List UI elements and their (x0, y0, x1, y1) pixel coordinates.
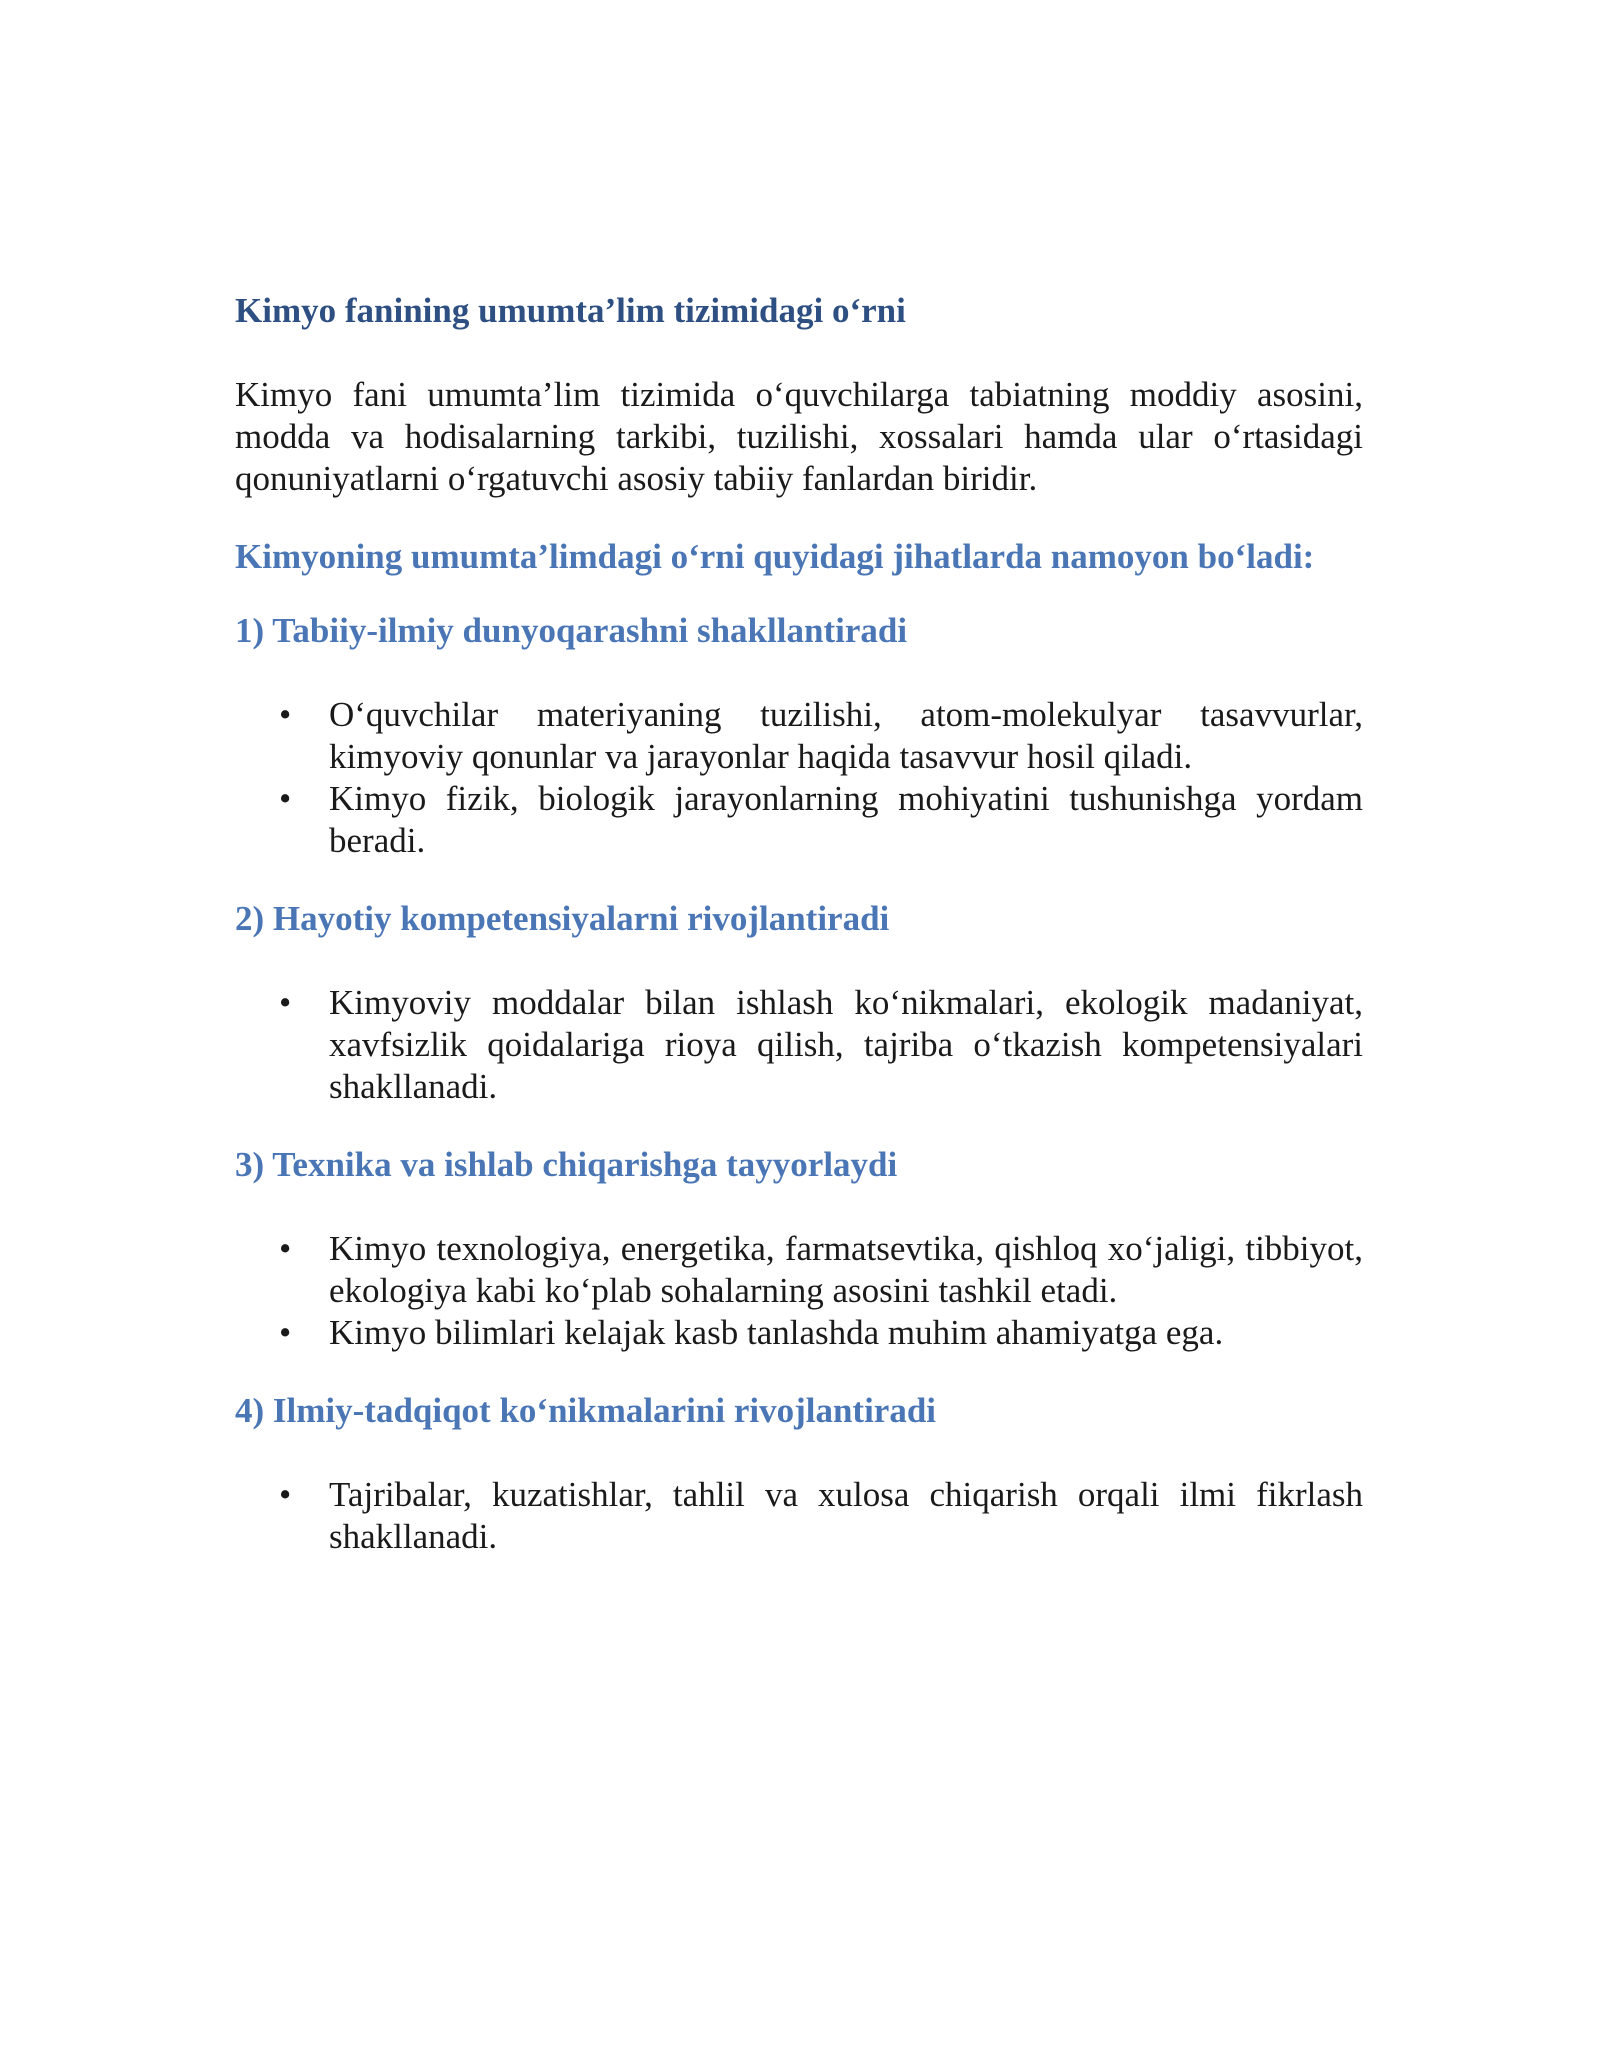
subheading: Kimyoning umumta’limdagi o‘rni quyidagi jihatlarda namoyon bo‘ladi: (235, 537, 1315, 576)
bullet-icon: • (279, 779, 292, 818)
bullet-icon: • (279, 1229, 292, 1268)
bullet-list-3 (235, 1228, 1363, 1354)
bullet-icon: • (279, 983, 292, 1022)
list-item-text: O‘quvchilar materiyaning tuzilishi, atom-molekulyar tasavvurlar, kimyoviy qonunlar va jarayonlar haqida tasavvur hosil qiladi. (329, 695, 1363, 776)
list-item (235, 1228, 1363, 1312)
list-item (235, 1474, 1363, 1558)
bullet-list-1 (235, 694, 1363, 862)
document-title: Kimyo fanining umumta’lim tizimidagi o‘rni (235, 291, 906, 330)
list-item (235, 778, 1363, 862)
list-item-text: Kimyoviy moddalar bilan ishlash ko‘nikmalari, ekologik madaniyat, xavfsizlik qoidalariga rioya qilish, tajriba o‘tkazish kompetensiyalari shakllanadi. (329, 983, 1363, 1106)
bullet-icon: • (279, 1313, 292, 1352)
list-item (235, 694, 1363, 778)
section-heading-1: 1) Tabiiy-ilmiy dunyoqarashni shakllantiradi (235, 611, 908, 650)
section-heading-3: 3) Texnika va ishlab chiqarishga tayyorlaydi (235, 1145, 898, 1184)
section-heading-2: 2) Hayotiy kompetensiyalarni rivojlantiradi (235, 899, 890, 938)
bullet-list-4 (235, 1474, 1363, 1558)
bullet-icon: • (279, 695, 292, 734)
list-item-text: Kimyo bilimlari kelajak kasb tanlashda muhim ahamiyatga ega. (329, 1313, 1224, 1352)
intro-paragraph: Kimyo fani umumta’lim tizimida o‘quvchilarga tabiatning moddiy asosini, modda va hodisalarning tarkibi, tuzilishi, xossalari hamda ular o‘rtasidagi qonuniyatlarni o‘rgatuvchi asosiy tabiiy fanlardan biridir. (235, 375, 1363, 498)
list-item (235, 982, 1363, 1108)
bullet-icon: • (279, 1475, 292, 1514)
list-item (235, 1312, 1363, 1354)
bullet-list-2 (235, 982, 1363, 1108)
section-heading-4: 4) Ilmiy-tadqiqot ko‘nikmalarini rivojlantiradi (235, 1391, 937, 1430)
list-item-text: Tajribalar, kuzatishlar, tahlil va xulosa chiqarish orqali ilmi fikrlash shakllanadi. (329, 1475, 1363, 1556)
list-item-text: Kimyo fizik, biologik jarayonlarning mohiyatini tushunishga yordam beradi. (329, 779, 1363, 860)
document-page (235, 290, 1363, 1594)
list-item-text: Kimyo texnologiya, energetika, farmatsevtika, qishloq xo‘jaligi, tibbiyot, ekologiya kabi ko‘plab sohalarning asosini tashkil etadi. (329, 1229, 1363, 1310)
